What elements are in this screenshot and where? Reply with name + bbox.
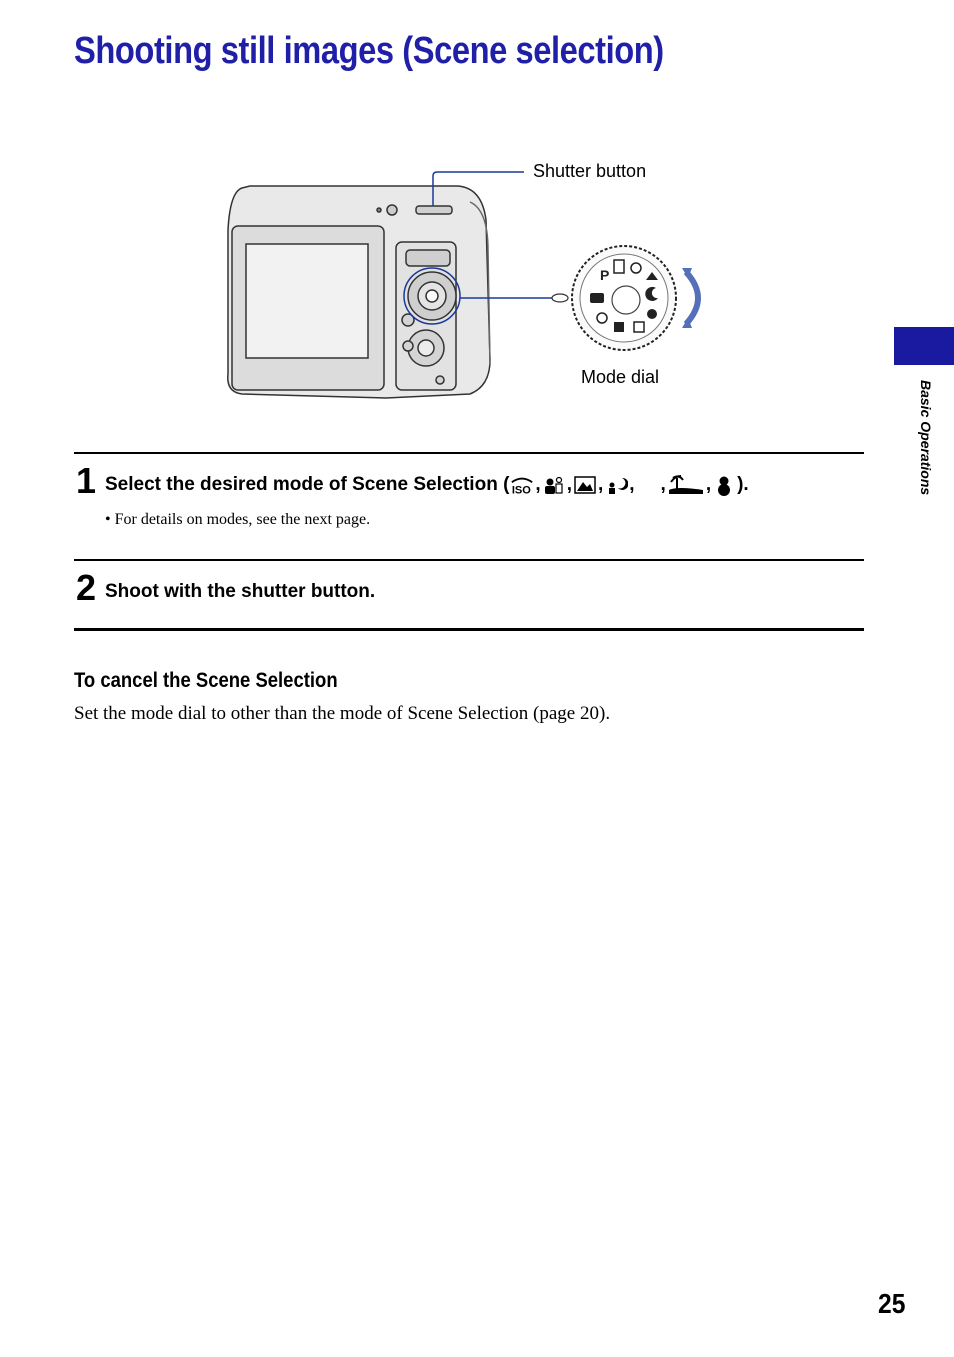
step-divider-middle: [74, 559, 864, 561]
rotate-arrow: [686, 272, 698, 324]
twilight-portrait-icon: [604, 474, 628, 496]
step-1-separator-6: ,: [705, 474, 712, 495]
camera-figure: [220, 150, 740, 410]
step-1-text-before: Select the desired mode of Scene Selection (: [105, 474, 510, 495]
camera-icon: [590, 293, 604, 303]
step-divider-top: [74, 452, 864, 454]
step-1-number: 1: [76, 460, 97, 501]
step-divider-bottom: [74, 628, 864, 631]
high-sensitivity-iso-icon: [510, 474, 534, 496]
step-1-separator-1: ,: [535, 474, 541, 495]
portrait-icon: [647, 309, 657, 319]
mode-dial-label: Mode dial: [581, 367, 660, 387]
step-2-number: 2: [76, 567, 97, 608]
step-2-instruction: Shoot with the shutter button.: [105, 581, 376, 602]
step-1-separator-4: ,: [629, 474, 635, 495]
svg-text:ISO: ISO: [512, 484, 532, 496]
step-1-separator-2: ,: [566, 474, 572, 495]
step-1-separator-5: ,: [660, 474, 666, 495]
p-program-icon: P: [600, 267, 610, 283]
page-number: 25: [878, 1288, 906, 1319]
section-tab-marker: [894, 327, 954, 365]
snow-icon: [712, 474, 736, 496]
step-1-text-after: ).: [737, 474, 749, 495]
soft-snap-icon: [542, 474, 566, 496]
shutter-button-label: Shutter button: [533, 161, 647, 181]
step-1-separator-3: ,: [597, 474, 604, 495]
cancel-body: Set the mode dial to other than the mode of Scene Selection (page 20).: [74, 703, 611, 724]
camera-illustration: [220, 150, 740, 410]
camera-body: [228, 186, 490, 398]
landscape-mode-icon: [573, 474, 597, 496]
page-title: Shooting still images (Scene selection): [74, 30, 664, 72]
section-tab-label: Basic Operations: [918, 380, 934, 496]
step-1-instruction: [105, 474, 749, 496]
cancel-heading: To cancel the Scene Selection: [74, 669, 338, 692]
twilight-mode-icon: [636, 474, 660, 496]
step-1-note: • For details on modes, see the next page.: [105, 511, 371, 528]
beach-icon: [667, 474, 705, 496]
mode-dial-enlarged: [572, 246, 676, 350]
